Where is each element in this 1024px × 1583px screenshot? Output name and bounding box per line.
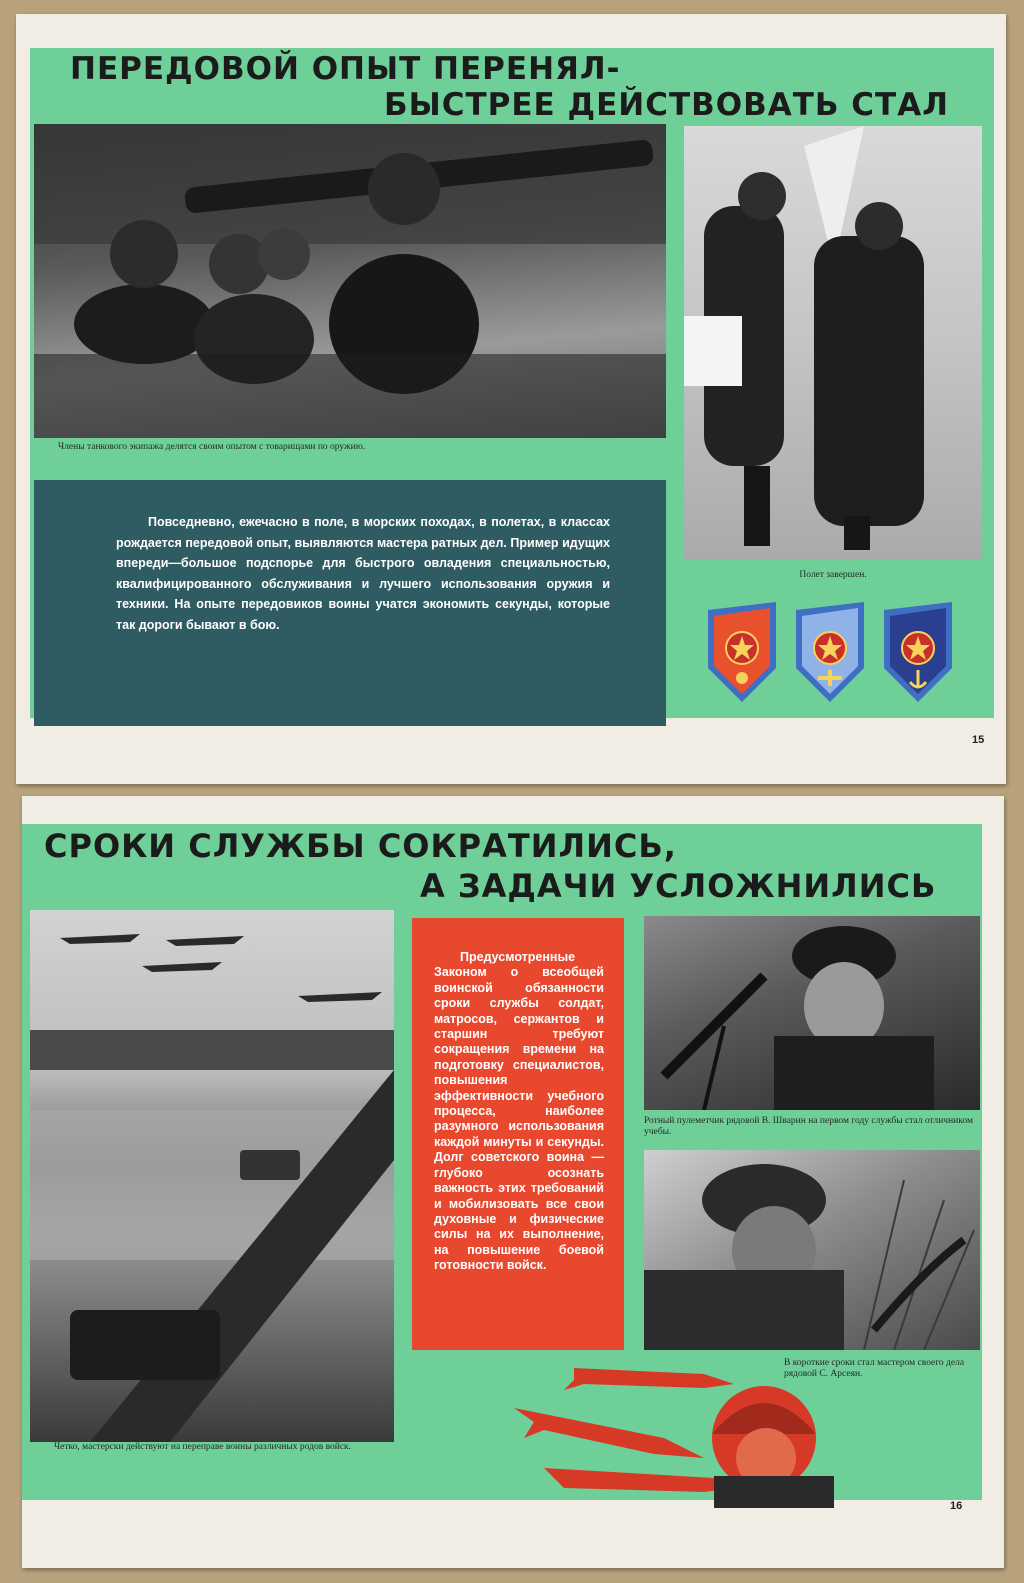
page-number: 16 bbox=[950, 1500, 963, 1512]
intro-text: Повседневно, ежечасно в поле, в морских походах, в полетах, в классах рождается передовой опыт, выявляются мастера ратных дел. Пример идущих впереди—большое подспорье для быстрого овладения специальностью, квалифицированного обслуживания и лучшего использования оружия и техники. На опыте передовиков воины учатся экономить секунды, которые так дороги бывают в бою. bbox=[116, 515, 610, 632]
page-number: 15 bbox=[972, 734, 985, 746]
photo-tank-crew bbox=[34, 124, 666, 438]
badge-soldier-icon bbox=[702, 596, 782, 706]
caption-pilots: Полет завершен. bbox=[799, 570, 867, 580]
caption-tank-crew: Члены танкового экипажа делятся своим опытом с товарищами по оружию. bbox=[58, 442, 366, 452]
page-16 bbox=[22, 796, 1004, 1568]
red-box-text: Предусмотренные Законом о всеобщей воинской обязанности сроки службы солдат, матросов, сержантов и старшин требуют сокращения времени на подготовку специалистов, повышения эффективности учебного процесса, наиболее разумного использования каждой минуты и секунды. Долг советского воина — глубоко осознать важность этих требований и мобилизовать все свои духовные и физические силы на их выполнение, на повышение боевой готовности войск. bbox=[434, 950, 604, 1273]
headline-line-1: ПЕРЕДОВОЙ ОПЫТ ПЕРЕНЯЛ- bbox=[70, 51, 621, 87]
photo-machine-gunner bbox=[644, 916, 980, 1110]
headline-line-2: БЫСТРЕЕ ДЕЙСТВОВАТЬ СТАЛ bbox=[384, 87, 949, 123]
headline-line-2: А ЗАДАЧИ УСЛОЖНИЛИСЬ bbox=[420, 867, 937, 905]
red-text-box bbox=[412, 918, 624, 1350]
photo-pilots bbox=[684, 126, 982, 560]
photo-river-crossing bbox=[30, 910, 394, 1442]
photo-soldier-reeds bbox=[644, 1150, 980, 1350]
caption-machine-gunner: Ротный пулеметчик рядовой В. Шварин на первом году службы стал отличником учебы. bbox=[644, 1116, 973, 1137]
badge-aviation-icon bbox=[790, 596, 870, 706]
caption-soldier-reeds: В короткие сроки стал мастером своего дела рядовой С. Арсеян. bbox=[784, 1358, 965, 1379]
badge-navy-icon bbox=[878, 596, 958, 706]
caption-river-crossing: Четко, мастерски действуют на переправе воины различных родов войск. bbox=[54, 1442, 352, 1452]
intro-text-box bbox=[34, 480, 666, 726]
page-15 bbox=[16, 14, 1006, 784]
headline-line-1: СРОКИ СЛУЖБЫ СОКРАТИЛИСЬ, bbox=[44, 827, 677, 865]
decorative-soldier-jets-graphic bbox=[504, 1358, 864, 1508]
